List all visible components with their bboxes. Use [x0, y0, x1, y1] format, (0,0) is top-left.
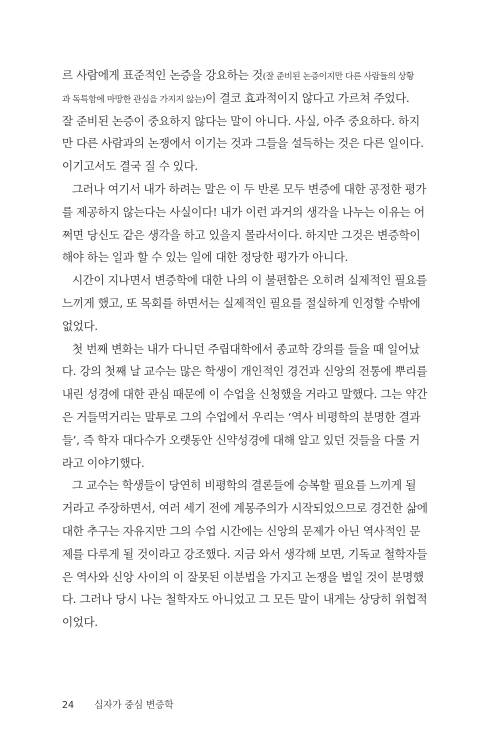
text-run: 이 결코 효과적이지 않다고 가르쳐 주었다.	[205, 90, 410, 105]
text-line: 느끼게 했고, 또 목회를 하면서는 실제적인 필요를 절실하게 인정할 수밖에	[62, 295, 421, 310]
parenthetical-note: (잘 준비된 논증이지만 다른 사람들의 상황	[262, 72, 415, 82]
paragraph-start-line: 그러나 여기서 내가 하려는 말은 이 두 반론 모두 변증에 대한 공정한 평가	[72, 181, 427, 196]
text-line: 라고 이야기했다.	[62, 455, 145, 470]
text-line: 이기고서도 결국 질 수 있다.	[62, 159, 198, 174]
text-line: 대한 추구는 자유지만 그의 수업 시간에는 신앙의 문제가 아닌 역사적인 문	[62, 523, 421, 538]
text-line: 잘 준비된 논증이 중요하지 않다는 말이 아니다. 사실, 아주 중요하다. 하지	[62, 113, 420, 128]
body-text	[62, 64, 446, 634]
running-title: 십자가 중심 변증학	[94, 700, 174, 711]
text-line: 이었다.	[62, 615, 98, 630]
paragraph-start-line: 시간이 지나면서 변증학에 대한 나의 이 불편함은 오히려 실제적인 필요를	[72, 273, 427, 288]
text-line	[62, 87, 446, 110]
text-line: 들’, 즉 학자 대다수가 오랫동안 신약성경에 대해 알고 있던 것들을 다룰 거	[62, 432, 420, 447]
text-line: 제를 다루게 될 것이라고 강조했다. 지금 와서 생각해 보면, 기독교 철학자들	[62, 546, 428, 561]
text-line: 만 다른 사람과의 논쟁에서 이기는 것과 그들을 설득하는 것은 다른 일이다.	[62, 136, 424, 151]
parenthetical-note: 과 독특함에 마땅한 관심을 가지지 않는)	[62, 94, 206, 105]
text-line: 해야 하는 일과 할 수 있는 일에 대한 정당한 평가가 아니다.	[62, 250, 349, 265]
page-footer	[62, 697, 174, 711]
text-line	[62, 64, 446, 87]
text-line: 를 제공하지 않는다는 사실이다! 내가 이런 과거의 생각을 나누는 이유는 어	[62, 204, 425, 219]
text-line: 다. 강의 첫째 날 교수는 많은 학생이 개인적인 경건과 신앙의 전통에 뿌리를	[62, 364, 428, 379]
text-line: 은 역사와 신앙 사이의 이 잘못된 이분법을 가지고 논쟁을 벌일 것이 분명했	[62, 569, 424, 584]
text-line: 다. 그러나 당시 나는 철학자도 아니었고 그 모든 말이 내게는 상당히 위협적	[62, 592, 428, 607]
text-line: 쩌면 당신도 같은 생각을 하고 있을지 몰라서이다. 하지만 그것은 변증학이	[62, 227, 421, 242]
paragraph-start-line: 첫 번째 변화는 내가 다니던 주립대학에서 종교학 강의를 들을 때 일어났	[72, 341, 420, 356]
paragraph-start-line: 그 교수는 학생들이 당연히 비평학의 결론들에 승복할 필요를 느끼게 될	[72, 478, 417, 493]
text-line: 은 거들먹거리는 말투로 그의 수업에서 우리는 ‘역사 비평학의 분명한 결과	[62, 409, 421, 424]
text-run: 르 사람에게 표준적인 논증을 강요하는 것	[62, 68, 263, 82]
text-line: 없었다.	[62, 318, 98, 333]
text-line: 내린 성경에 대한 관심 때문에 이 수업을 신청했을 거라고 말했다. 그는 약간	[62, 387, 428, 402]
text-line: 거라고 주장하면서, 여러 세기 전에 계몽주의가 시작되었으므로 경건한 삶에	[62, 501, 428, 516]
page-number: 24	[62, 700, 75, 711]
